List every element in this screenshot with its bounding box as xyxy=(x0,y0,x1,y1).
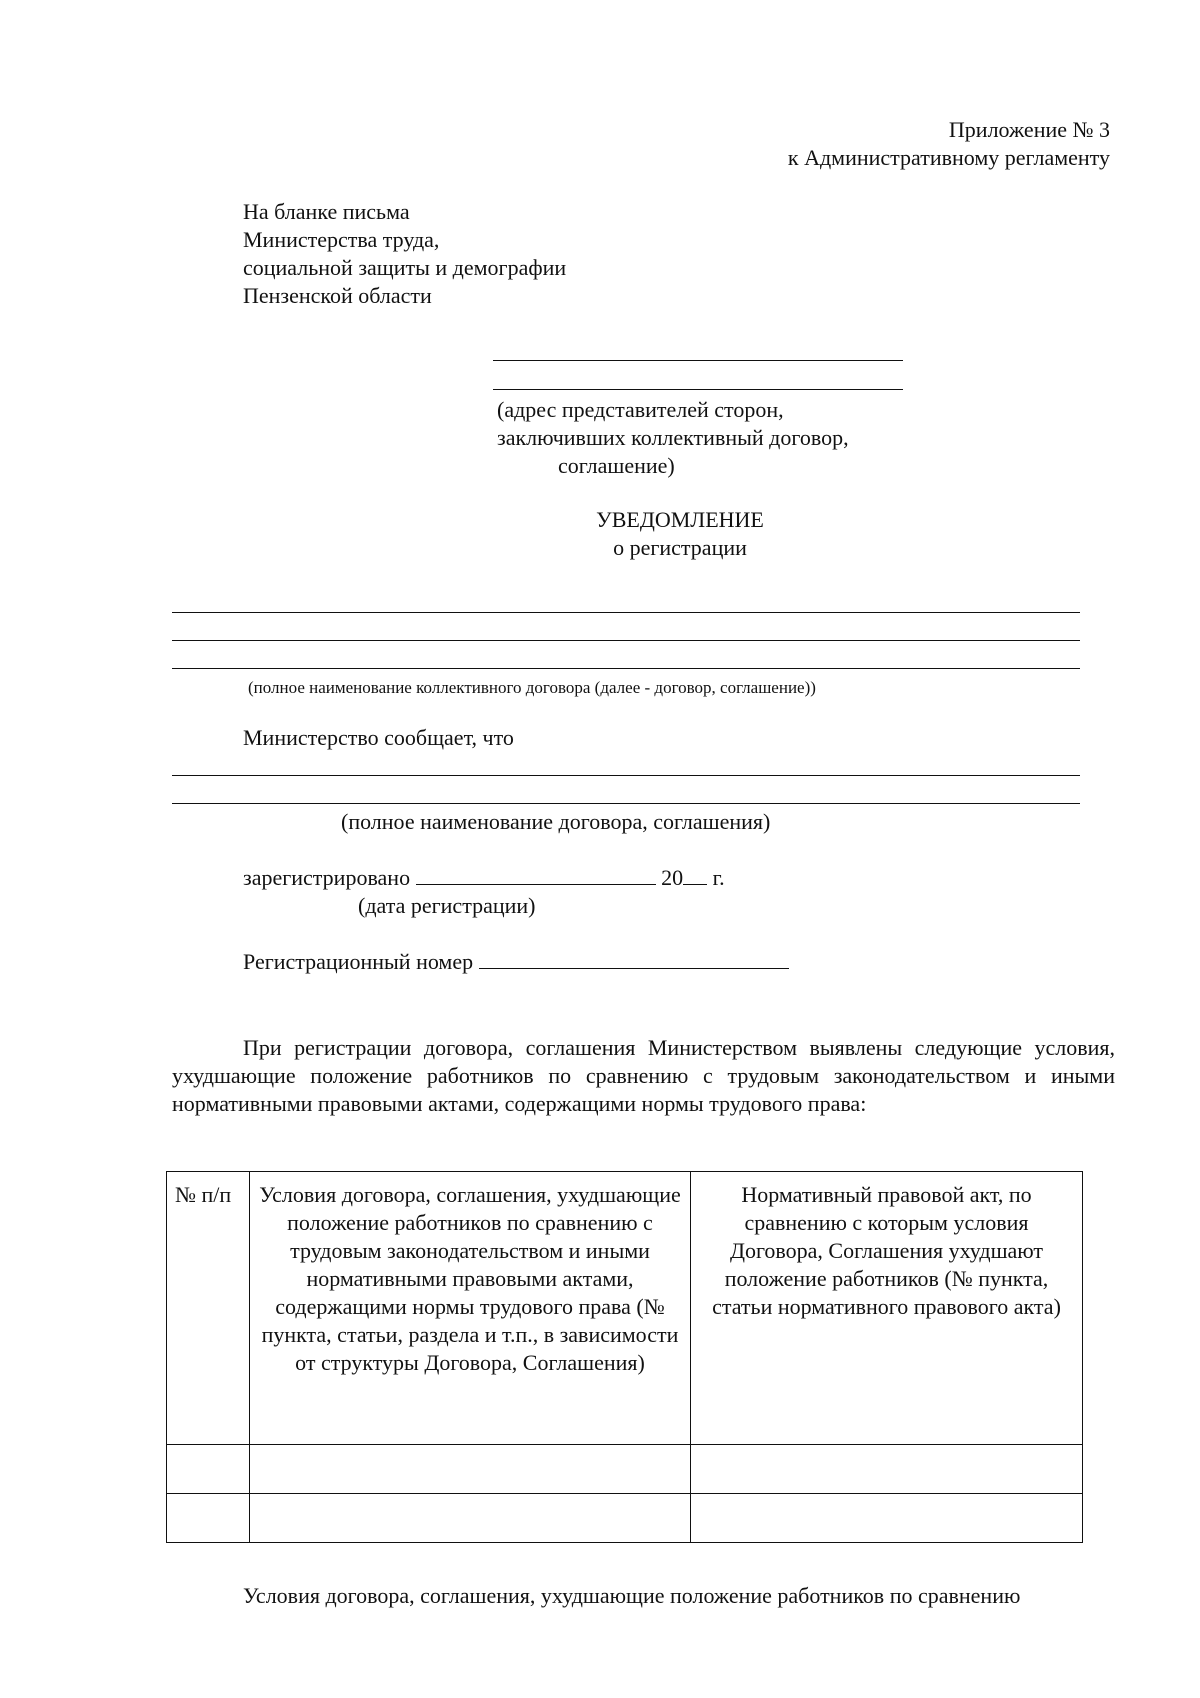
table-cell xyxy=(250,1494,691,1543)
agreement-name-line-2 xyxy=(172,803,1080,804)
address-line-2 xyxy=(493,389,903,390)
address-caption-3: соглашение) xyxy=(558,453,675,478)
document-title: УВЕДОМЛЕНИЕ xyxy=(596,507,764,532)
letterhead-line-2: Министерства труда, xyxy=(243,227,440,252)
findings-paragraph: При регистрации договора, соглашения Министерством выявлены следующие условия, ухудшающие положение работников по сравнению с трудовым законодательством и иными нормативными правовыми актами, содержащими нормы трудового права: xyxy=(172,1035,1115,1116)
registration-number-row xyxy=(243,948,789,976)
year-blank xyxy=(683,864,707,885)
table-row xyxy=(167,1494,1083,1543)
registration-date-blank xyxy=(416,864,656,885)
registration-number-label: Регистрационный номер xyxy=(243,949,474,974)
registered-label: зарегистрировано xyxy=(243,865,411,890)
table-cell xyxy=(691,1494,1083,1543)
header-conditions: Условия договора, соглашения, ухудшающие положение работников по сравнению с трудовым законодательством и иными нормативными правовыми актами, содержащими нормы трудового права (№ пункта, статьи, раздела и т.п., в зависимости от структуры Договора, Соглашения) xyxy=(250,1172,691,1445)
registration-number-blank xyxy=(479,948,789,969)
header-number: № п/п xyxy=(167,1172,250,1445)
address-caption-2: заключивших коллективный договор, xyxy=(497,425,849,450)
ministry-reports-text: Министерство сообщает, что xyxy=(243,725,514,750)
year-suffix: г. xyxy=(712,865,725,890)
date-caption: (дата регистрации) xyxy=(358,893,536,918)
letterhead-line-3: социальной защиты и демографии xyxy=(243,255,567,280)
table-cell xyxy=(250,1445,691,1494)
footer-text: Условия договора, соглашения, ухудшающие положение работников по сравнению xyxy=(243,1583,1021,1608)
address-line-1 xyxy=(493,360,903,361)
letterhead-line-1: На бланке письма xyxy=(243,199,410,224)
table-cell xyxy=(167,1494,250,1543)
full-name-line-1 xyxy=(172,612,1080,613)
agreement-name-line-1 xyxy=(172,775,1080,776)
table-cell xyxy=(691,1445,1083,1494)
appendix-reference: к Административному регламенту xyxy=(787,145,1110,170)
header-legal-act: Нормативный правовой акт, по сравнению с которым условия Договора, Соглашения ухудшают положение работников (№ пункта, статьи нормативного правового акта) xyxy=(691,1172,1083,1445)
registration-date-row xyxy=(243,864,725,892)
agreement-name-caption: (полное наименование договора, соглашения) xyxy=(341,809,771,834)
table-header-row xyxy=(167,1172,1083,1445)
letterhead-line-4: Пензенской области xyxy=(243,283,432,308)
appendix-number: Приложение № 3 xyxy=(948,117,1110,142)
table-row xyxy=(167,1445,1083,1494)
address-caption-1: (адрес представителей сторон, xyxy=(497,397,784,422)
full-name-line-3 xyxy=(172,668,1080,669)
table-cell xyxy=(167,1445,250,1494)
full-name-caption: (полное наименование коллективного договора (далее - договор, соглашение)) xyxy=(248,678,816,697)
year-prefix: 20 xyxy=(661,865,684,890)
full-name-line-2 xyxy=(172,640,1080,641)
violations-table xyxy=(166,1171,1083,1543)
document-subtitle: о регистрации xyxy=(613,535,747,560)
